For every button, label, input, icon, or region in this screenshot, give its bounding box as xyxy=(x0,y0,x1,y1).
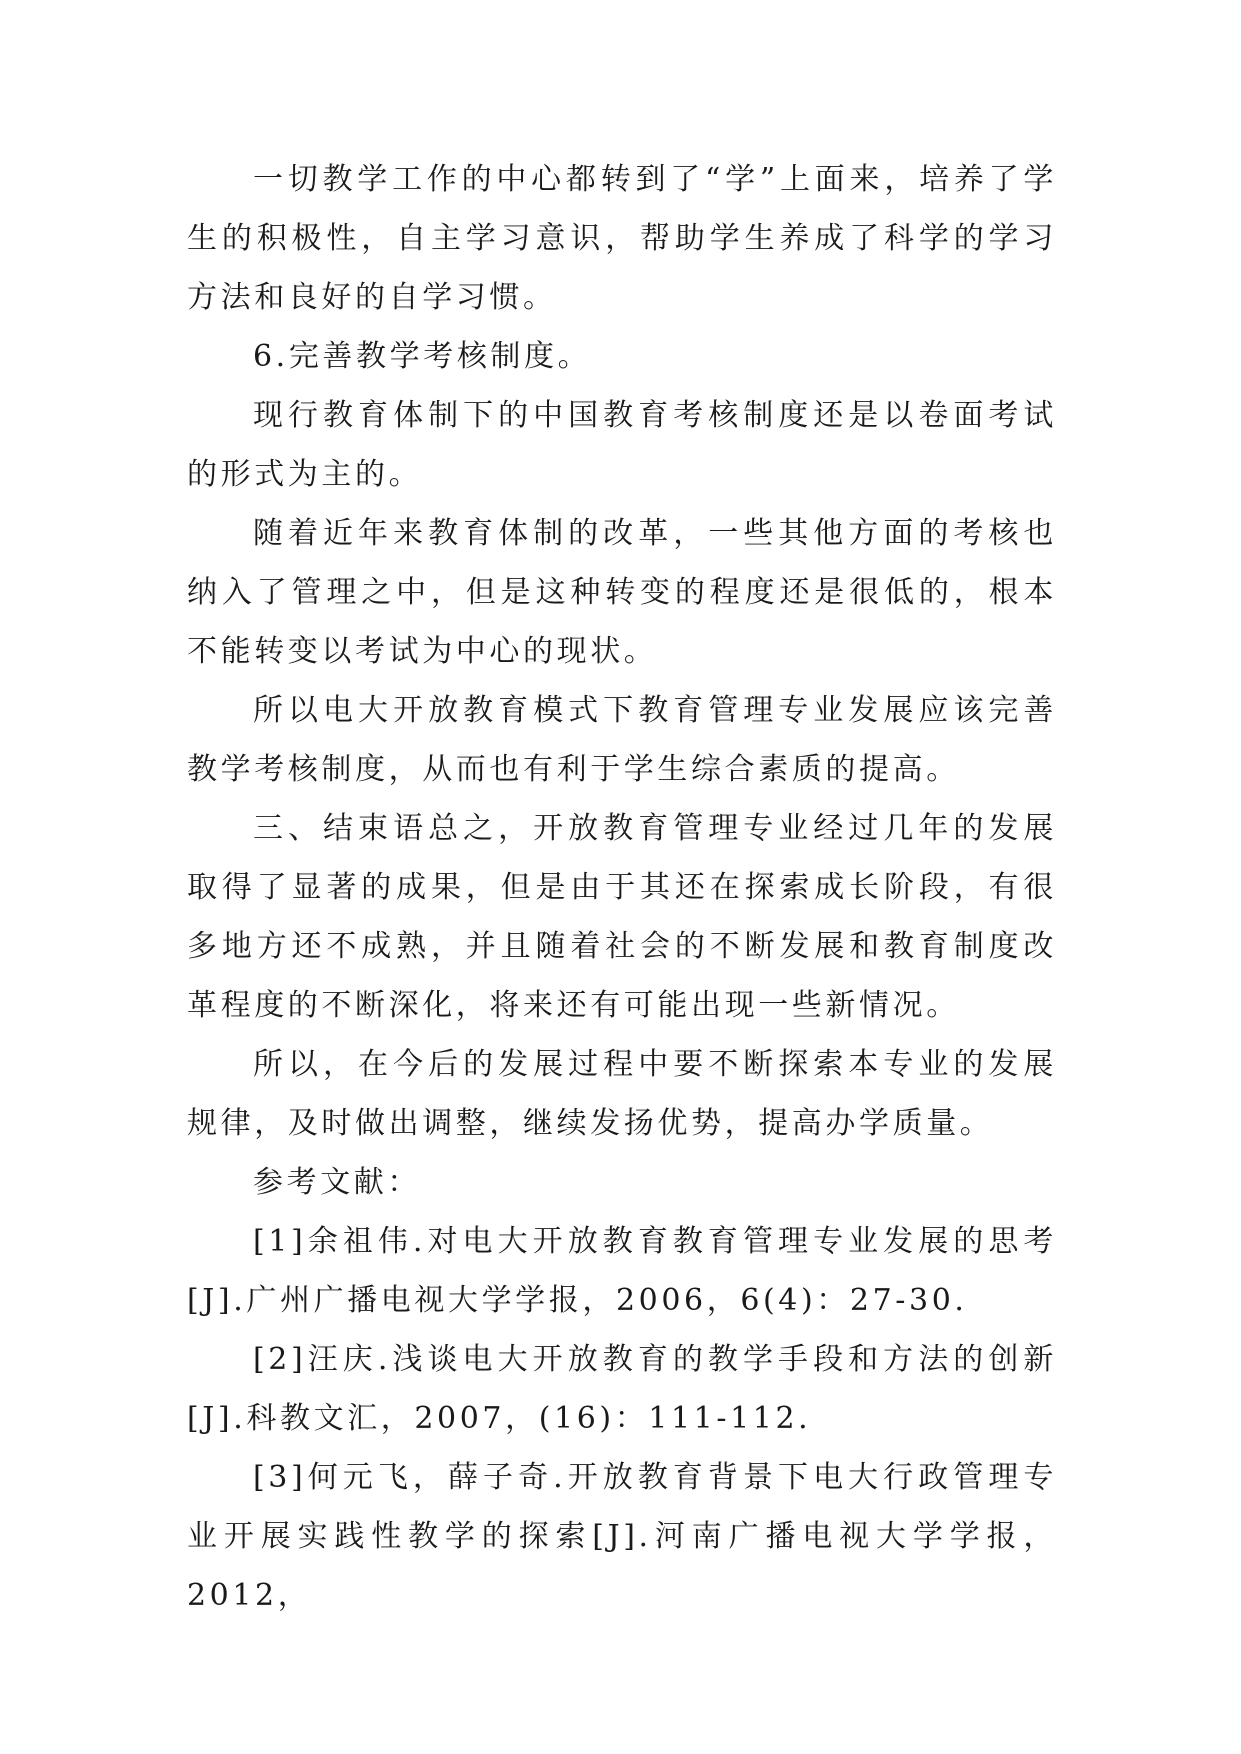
paragraph-reform: 随着近年来教育体制的改革，一些其他方面的考核也纳入了管理之中，但是这种转变的程度还是很低的，根本不能转变以考试为中心的现状。 xyxy=(187,516,1057,669)
paragraph-future-development: 所以，在今后的发展过程中要不断探索本专业的发展规律，及时做出调整，继续发扬优势，提高办学质量。 xyxy=(187,1047,1057,1141)
document-body xyxy=(187,150,1057,1625)
reference-item: [2]汪庆.浅谈电大开放教育的教学手段和方法的创新[J].科教文汇，2007，(16)：111-112. xyxy=(187,1342,1057,1436)
reference-item: [1]余祖伟.对电大开放教育教育管理专业发展的思考[J].广州广播电视大学学报，2006，6(4)：27-30. xyxy=(187,1224,1057,1318)
paragraph-student-initiative: 一切教学工作的中心都转到了“学”上面来，培养了学生的积极性，自主学习意识，帮助学生养成了科学的学习方法和良好的自学习惯。 xyxy=(187,162,1057,315)
section-heading-exam-system: 6.完善教学考核制度。 xyxy=(253,339,592,374)
references-heading: 参考文献： xyxy=(253,1165,421,1200)
paragraph-current-exam-system: 现行教育体制下的中国教育考核制度还是以卷面考试的形式为主的。 xyxy=(187,398,1057,492)
reference-item: [3]何元飞，薛子奇.开放教育背景下电大行政管理专业开展实践性教学的探索[J].河南广播电视大学学报，2012， xyxy=(187,1460,1057,1613)
paragraph-conclusion: 三、结束语总之，开放教育管理专业经过几年的发展取得了显著的成果，但是由于其还在探索成长阶段，有很多地方还不成熟，并且随着社会的不断发展和教育制度改革程度的不断深化，将来还有可能出现一些新情况。 xyxy=(187,811,1057,1023)
paragraph-improve-assessment: 所以电大开放教育模式下教育管理专业发展应该完善教学考核制度，从而也有利于学生综合素质的提高。 xyxy=(187,693,1057,787)
